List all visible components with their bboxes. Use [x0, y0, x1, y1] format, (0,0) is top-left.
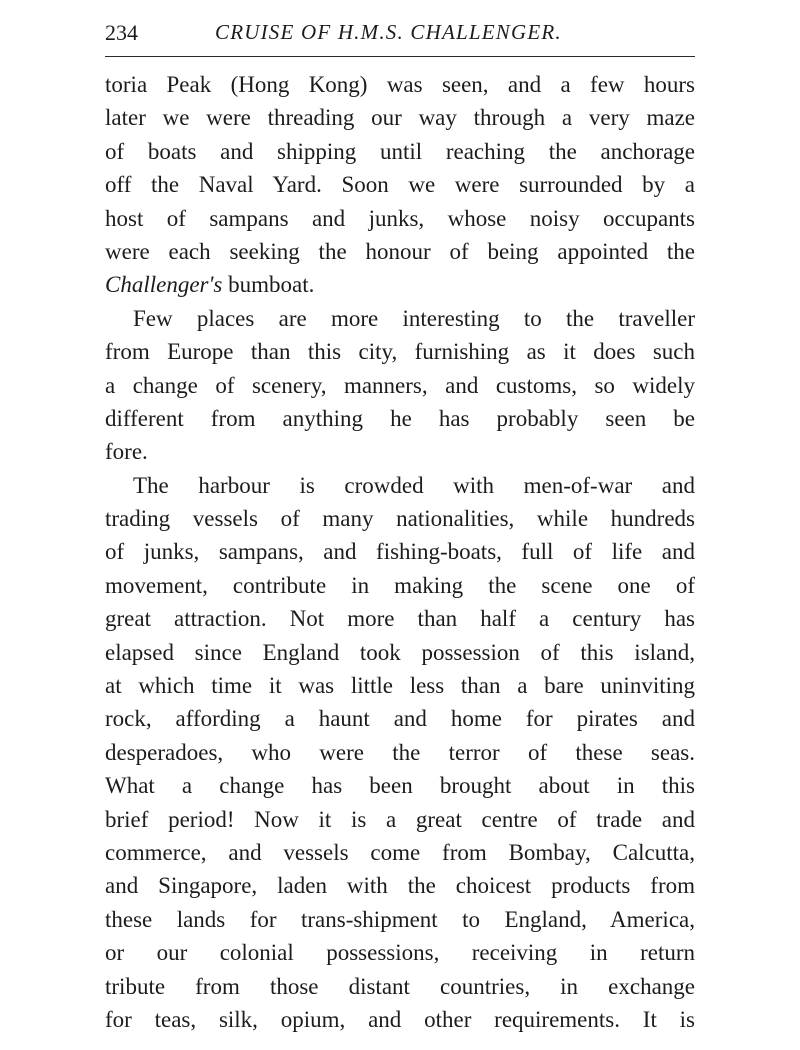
text-line: or our colonial possessions, receiving in return	[105, 940, 695, 966]
text-line: trading vessels of many nationalities, while hundreds	[105, 506, 695, 532]
text-line: these lands for trans-shipment to England, America,	[105, 906, 695, 932]
text-line: and Singapore, laden with the choicest products from	[105, 873, 695, 899]
header-rule	[105, 56, 695, 57]
body-text	[105, 68, 695, 1036]
text-line: What a change has been brought about in this	[105, 773, 695, 799]
text-line: later we were threading our way through a very maze	[105, 105, 695, 131]
text-line: at which time it was little less than a bare uninviting	[105, 673, 695, 699]
text-line: tribute from those distant countries, in exchange	[105, 973, 695, 999]
text-line: off the Naval Yard. Soon we were surrounded by a	[105, 172, 695, 198]
text-line: different from anything he has probably seen be	[105, 405, 695, 431]
text-line: toria Peak (Hong Kong) was seen, and a few hours	[105, 72, 695, 97]
text-line: elapsed since England took possession of this island,	[105, 639, 695, 665]
text-fragment: bumboat.	[222, 272, 315, 298]
text-line: great attraction. Not more than half a century has	[105, 606, 695, 632]
text-line: rock, affording a haunt and home for pirates and	[105, 706, 695, 732]
page-number: 234	[105, 20, 138, 45]
text-line: from Europe than this city, furnishing as it does such	[105, 339, 695, 365]
text-line: for teas, silk, opium, and other requirements. It is	[105, 1006, 695, 1032]
running-title: CRUISE OF H.M.S. CHALLENGER.	[215, 20, 562, 44]
text-line: were each seeking the honour of being appointed the	[105, 238, 695, 264]
running-head	[105, 20, 695, 50]
text-line: desperadoes, who were the terror of these seas.	[105, 739, 695, 765]
text-line	[105, 268, 695, 301]
text-line: Few places are more interesting to the traveller	[133, 305, 695, 331]
text-line: movement, contribute in making the scene one of	[105, 572, 695, 598]
text-line: host of sampans and junks, whose noisy occupants	[105, 205, 695, 231]
text-line: commerce, and vessels come from Bombay, Calcutta,	[105, 839, 695, 865]
paragraph-2	[105, 302, 695, 469]
text-line: of boats and shipping until reaching the anchorage	[105, 138, 695, 164]
paragraph-1	[105, 68, 695, 302]
text-line: a change of scenery, manners, and customs, so widely	[105, 372, 695, 398]
text-line: brief period! Now it is a great centre of trade and	[105, 806, 695, 832]
ship-name: Challenger's	[105, 272, 223, 298]
text-line: fore.	[105, 439, 148, 465]
paragraph-3	[105, 469, 695, 1037]
text-line: of junks, sampans, and fishing-boats, full of life and	[105, 539, 695, 565]
text-line: The harbour is crowded with men-of-war and	[133, 472, 695, 498]
